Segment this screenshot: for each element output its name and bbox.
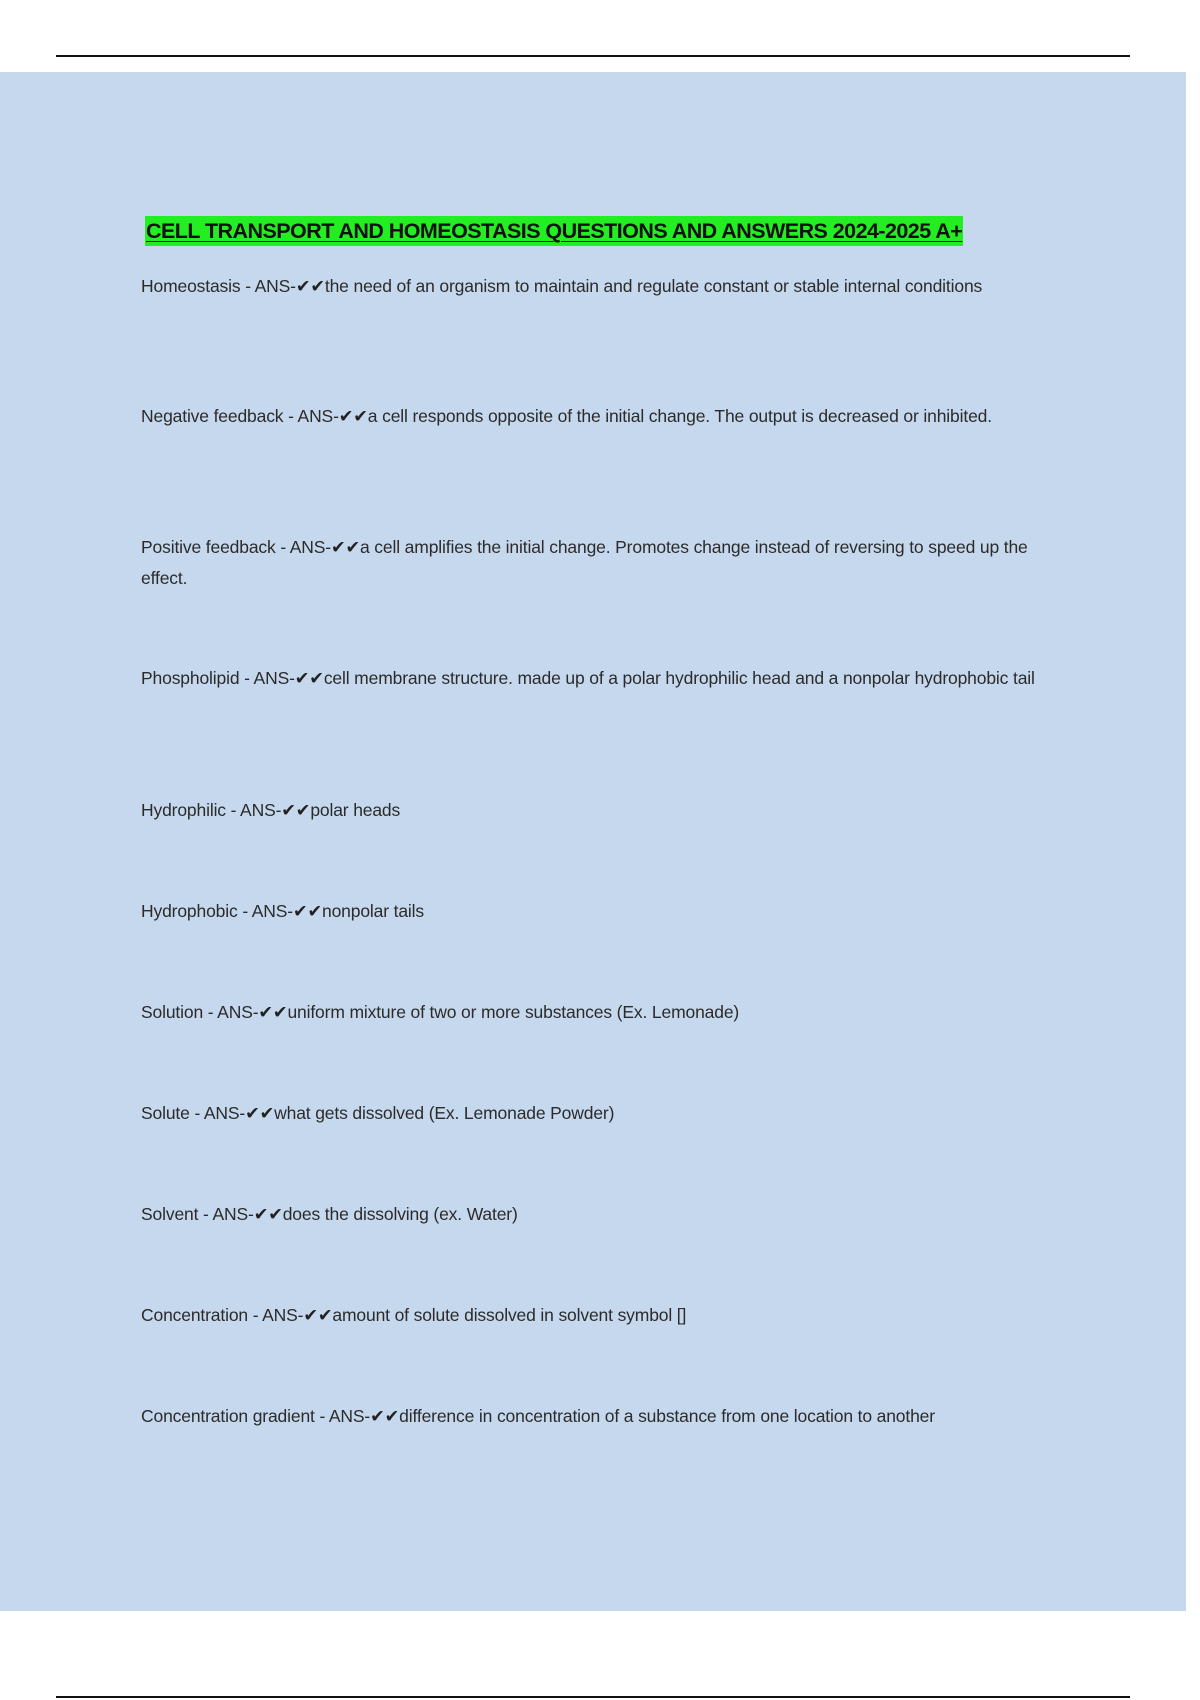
ans-separator: - ANS-	[240, 276, 296, 296]
qa-entry-negative-feedback	[141, 401, 1061, 432]
entry-definition: nonpolar tails	[322, 901, 424, 921]
entry-definition: cell membrane structure. made up of a polar hydrophilic head and a nonpolar hydrophobic tail	[323, 668, 1035, 688]
entry-term: Homeostasis	[141, 276, 241, 296]
entry-definition: polar heads	[310, 800, 401, 820]
qa-entry-solvent	[141, 1199, 1061, 1230]
entry-definition: uniform mixture of two or more substances (Ex. Lemonade)	[287, 1002, 740, 1022]
entry-definition: the need of an organism to maintain and regulate constant or stable internal conditions	[324, 276, 983, 296]
qa-entry-solution	[141, 997, 1061, 1028]
double-check-icon: ✔✔	[245, 1103, 275, 1123]
entry-term: Phospholipid	[141, 668, 240, 688]
double-check-icon: ✔✔	[370, 1406, 400, 1426]
qa-entry-hydrophobic	[141, 896, 1061, 927]
qa-entry-phospholipid	[141, 663, 1061, 694]
qa-entry-positive-feedback	[141, 532, 1061, 594]
qa-entry-concentration	[141, 1300, 1061, 1331]
double-check-icon: ✔✔	[338, 406, 368, 426]
entry-definition: a cell amplifies the initial change. Promotes change instead of reversing to speed up the effect.	[141, 537, 1028, 588]
ans-separator: - ANS-	[283, 406, 339, 426]
top-rule	[56, 55, 1130, 57]
entry-definition: difference in concentration of a substance from one location to another	[399, 1406, 935, 1426]
bottom-rule	[56, 1696, 1130, 1698]
content-panel	[0, 72, 1186, 1611]
ans-separator: - ANS-	[314, 1406, 371, 1426]
entry-term: Solution	[141, 1002, 204, 1022]
entry-definition: what gets dissolved (Ex. Lemonade Powder)	[274, 1103, 615, 1123]
qa-entry-concentration-gradient	[141, 1401, 1061, 1432]
ans-separator: - ANS-	[237, 901, 293, 921]
entry-term: Concentration gradient	[141, 1406, 315, 1426]
double-check-icon: ✔✔	[253, 1204, 283, 1224]
double-check-icon: ✔✔	[292, 901, 322, 921]
ans-separator: - ANS-	[248, 1305, 304, 1325]
entry-term: Positive feedback	[141, 537, 276, 557]
double-check-icon: ✔✔	[330, 537, 361, 557]
qa-entry-homeostasis	[141, 271, 1061, 302]
entry-term: Solvent	[141, 1204, 199, 1224]
entry-term: Negative feedback	[141, 406, 284, 426]
page-title: CELL TRANSPORT AND HOMEOSTASIS QUESTIONS AND ANSWERS 2024-2025 A+	[145, 216, 963, 246]
entry-definition: amount of solute dissolved in solvent symbol []	[332, 1305, 687, 1325]
ans-separator: - ANS-	[203, 1002, 259, 1022]
double-check-icon: ✔✔	[295, 276, 325, 296]
ans-separator: - ANS-	[275, 537, 331, 557]
double-check-icon: ✔✔	[294, 668, 324, 688]
ans-separator: - ANS-	[239, 668, 295, 688]
double-check-icon: ✔✔	[281, 800, 311, 820]
double-check-icon: ✔✔	[258, 1002, 288, 1022]
entry-definition: does the dissolving (ex. Water)	[282, 1204, 518, 1224]
entry-term: Concentration	[141, 1305, 249, 1325]
ans-separator: - ANS-	[198, 1204, 254, 1224]
qa-entry-hydrophilic	[141, 795, 1061, 826]
ans-separator: - ANS-	[189, 1103, 246, 1123]
qa-entry-solute	[141, 1098, 1061, 1129]
ans-separator: - ANS-	[225, 800, 282, 820]
entry-definition: a cell responds opposite of the initial change. The output is decreased or inhibited.	[367, 406, 992, 426]
entry-term: Hydrophilic	[141, 800, 226, 820]
double-check-icon: ✔✔	[303, 1305, 333, 1325]
entry-term: Solute	[141, 1103, 190, 1123]
entry-term: Hydrophobic	[141, 901, 238, 921]
